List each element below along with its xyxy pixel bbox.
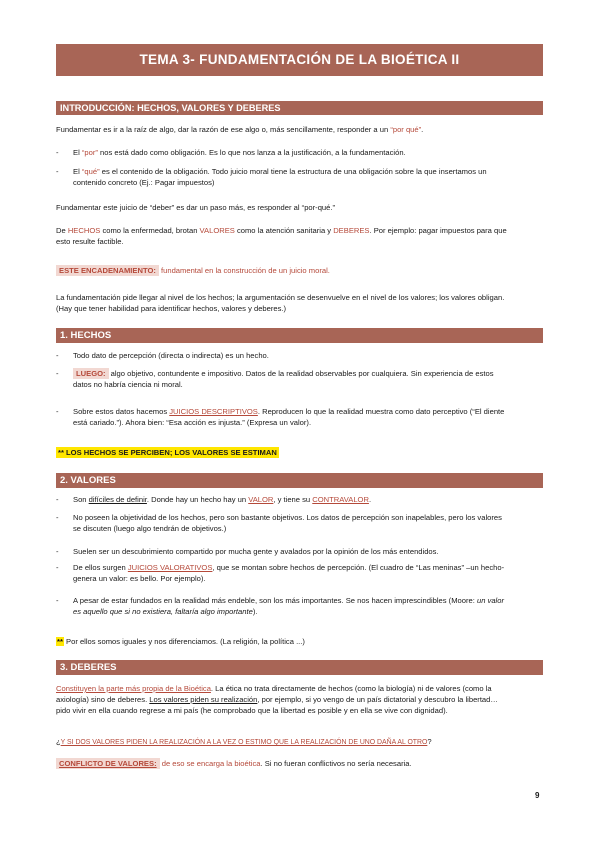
section-heading-hechos: 1. HECHOS	[56, 328, 543, 343]
bullet: -	[56, 148, 59, 157]
list-item-text: Suelen ser un descubrimiento compartido por mucha gente y avalados por la opinión de los más entendidos.	[73, 547, 439, 556]
text: .	[421, 125, 424, 134]
text: Fundamentar es ir a la raíz de algo, dar la razón de ese algo o, más sencillamente, responder a un	[56, 125, 391, 134]
deberes-paragraph-1: Constituyen la parte más propia de la Bioética. La ética no trata directamente de hechos (como la biología) ni de valores (como la axiología) sino de deberes. Los valores piden su realización, por ejemplo, si yo vengo de un país dictatorial y descubro la libertad… pido vivir en ella cuando regrese a mi país (he comprobado que la libertad es posible y en ella se vive con dignidad).	[56, 684, 498, 715]
list-item-text: Son difíciles de definir. Donde hay un hecho hay un VALOR, y tiene su CONTRAVALOR.	[73, 495, 372, 504]
intro-paragraph-4: ESTE ENCADENAMIENTO: fundamental en la construcción de un juicio moral.	[56, 265, 543, 276]
page-title: TEMA 3- FUNDAMENTACIÓN DE LA BIOÉTICA II	[56, 44, 543, 76]
list-item-text: A pesar de estar fundados en la realidad más endeble, son los más importantes. Se nos hacen imprescindibles (Moore: un valor es aquello que si no existiera, faltaría algo importante).	[73, 596, 504, 616]
section-heading-introduccion: INTRODUCCIÓN: HECHOS, VALORES Y DEBERES	[56, 101, 543, 115]
deberes-paragraph-2: CONFLICTO DE VALORES: de eso se encarga la bioética. Si no fueran conflictivos no sería necesaria.	[56, 758, 543, 769]
intro-paragraph-2: Fundamentar este juicio de “deber” es dar un paso más, es responder al “por-qué.”	[56, 203, 336, 212]
bullet: -	[56, 167, 59, 176]
list-item-text: LUEGO: algo objetivo, contundente e impositivo. Datos de la realidad observables por cualquiera. Sin experiencia de estos datos no habría ciencia ni moral.	[73, 369, 494, 389]
hechos-note: ** LOS HECHOS SE PERCIBEN; LOS VALORES SE ESTIMAN	[58, 448, 277, 457]
intro-paragraph-5: La fundamentación pide llegar al nivel de los hechos; la argumentación se desenvuelve en el nivel de los valores; los valores obligan. (Hay que tener habilidad para identificar hechos, valores y deberes.)	[56, 293, 505, 313]
section-heading-valores: 2. VALORES	[56, 473, 543, 488]
list-item-text: Todo dato de percepción (directa o indirecta) es un hecho.	[73, 351, 269, 360]
list-item-text: El “por” nos está dado como obligación. Es lo que nos lanza a la justificación, a la fundamentación.	[73, 148, 406, 157]
intro-paragraph-1	[56, 124, 543, 135]
encadenamiento-label: ESTE ENCADENAMIENTO:	[56, 265, 159, 276]
page-number: 9	[535, 791, 540, 800]
list-item-text: No poseen la objetividad de los hechos, pero son bastante objetivos. Los datos de percepción son inapelables, pero los valores se discuten (luego algo tendrán de objetivos.)	[73, 513, 502, 533]
section-heading-deberes: 3. DEBERES	[56, 660, 543, 675]
list-item-text: El “qué” es el contenido de la obligación. Todo juicio moral tiene la estructura de una obligación sobre la que insertamos un contenido concreto (Ej.: Pagar impuestos)	[73, 167, 487, 187]
list-item-text: De ellos surgen JUICIOS VALORATIVOS, que se montan sobre hechos de percepción. (El cuadro de “Las meninas” –un hecho- genera un valor: es bello. Por ejemplo).	[73, 563, 505, 583]
valores-note: ** Por ellos somos iguales y nos diferenciamos. (La religión, la política ...)	[57, 637, 305, 646]
intro-paragraph-3: De HECHOS como la enfermedad, brotan VALORES como la atención sanitaria y DEBERES. Por ejemplo: pagar impuestos para que esto resulte factible.	[56, 226, 507, 246]
list-item-text: Sobre estos datos hacemos JUICIOS DESCRIPTIVOS. Reproducen lo que la realidad muestra como dato perceptivo (“El diente está cariado.”). Ahora bien: “Esa acción es injusta.” (Expresa un valor).	[73, 407, 505, 427]
highlight-text: “por qué”	[390, 125, 422, 134]
deberes-question: ¿Y SI DOS VALORES PIDEN LA REALIZACIÓN A LA VEZ O ESTIMO QUE LA REALIZACIÓN DE UNO DAÑA AL OTRO?	[56, 737, 432, 746]
